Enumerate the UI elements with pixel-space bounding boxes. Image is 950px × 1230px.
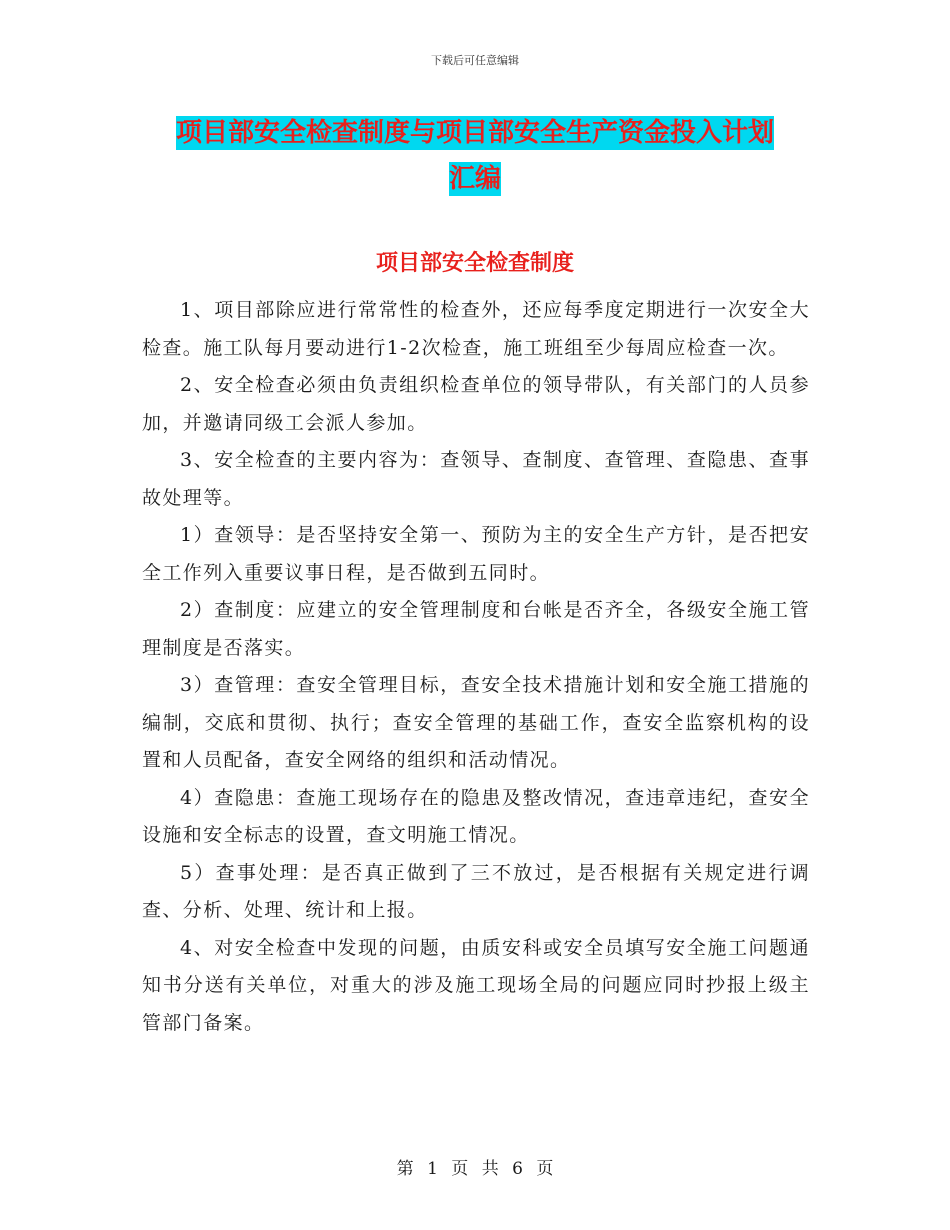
- document-title-line-2: [0, 156, 950, 202]
- paragraph-5: 2）查制度：应建立的安全管理制度和台帐是否齐全，各级安全施工管理制度是否落实。: [142, 599, 810, 659]
- paragraph-6: 3）查管理：查安全管理目标，查安全技术措施计划和安全施工措施的编制，交底和贯彻、执行；查安全管理的基础工作，查安全监察机构的设置和人员配备，查安全网络的组织和活动情况。: [142, 674, 810, 771]
- paragraph-1: 1、项目部除应进行常常性的检查外，还应每季度定期进行一次安全大检查。施工队每月要动进行1-2次检查，施工班组至少每周应检查一次。: [142, 299, 810, 359]
- paragraph-8: 5）查事处理：是否真正做到了三不放过，是否根据有关规定进行调查、分析、处理、统计和上报。: [142, 861, 810, 921]
- document-title-line-1: [0, 110, 950, 156]
- paragraph-3: 3、安全检查的主要内容为：查领导、查制度、查管理、查隐患、查事故处理等。: [142, 449, 810, 509]
- document-body: [142, 292, 810, 1042]
- paragraph-4: 1）查领导：是否坚持安全第一、预防为主的安全生产方针，是否把安全工作列入重要议事日程，是否做到五同时。: [142, 524, 810, 584]
- title-line-2-text: 汇编: [448, 164, 501, 194]
- paragraph-7: 4）查隐患：查施工现场存在的隐患及整改情况，查违章违纪，查安全设施和安全标志的设置，查文明施工情况。: [142, 786, 810, 846]
- page-number-footer: 第 1 页 共 6 页: [396, 1159, 554, 1179]
- paragraph-2: 2、安全检查必须由负责组织检查单位的领导带队，有关部门的人员参加，并邀请同级工会派人参加。: [142, 374, 810, 434]
- document-title: [0, 110, 950, 202]
- paragraph-9: 4、对安全检查中发现的问题，由质安科或安全员填写安全施工问题通知书分送有关单位，对重大的涉及施工现场全局的问题应同时抄报上级主管部门备案。: [142, 936, 810, 1034]
- header-note: 下载后可任意编辑: [431, 54, 519, 67]
- title-line-1-text: 项目部安全检查制度与项目部安全生产资金投入计划: [175, 118, 774, 148]
- section-title: 项目部安全检查制度: [375, 251, 574, 276]
